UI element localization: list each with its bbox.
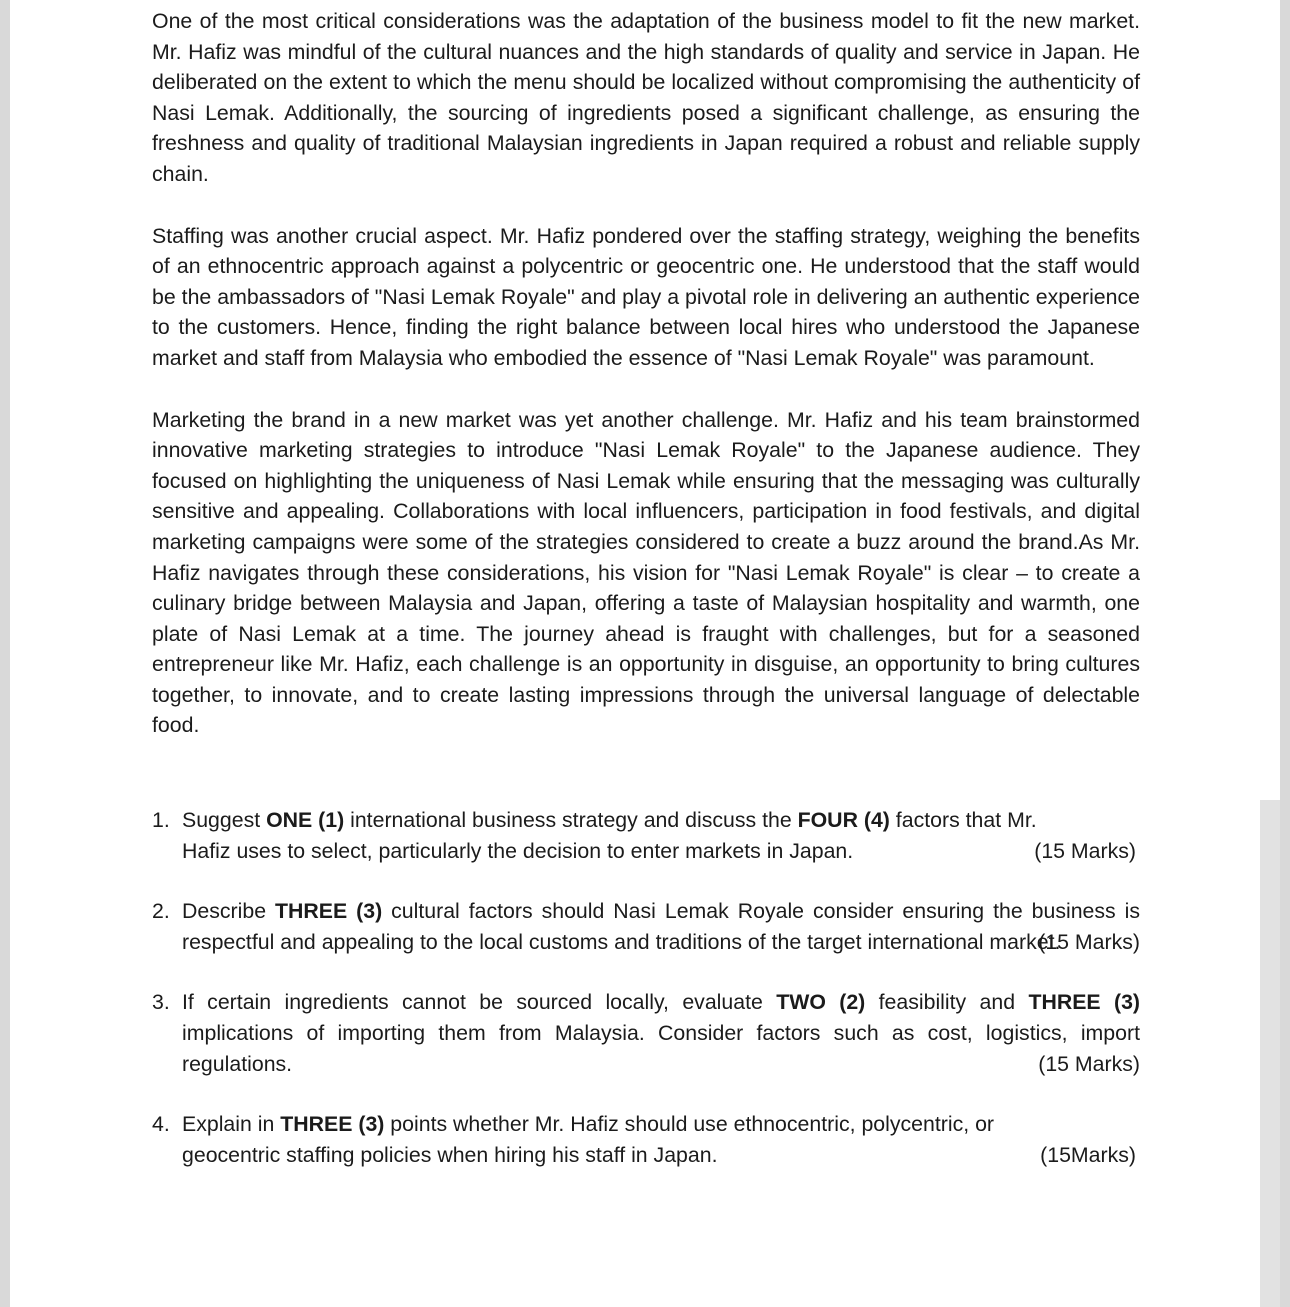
paragraph-staffing: Staffing was another crucial aspect. Mr. Hafiz pondered over the staffing strategy, weighing the benefits of an ethnocentric approach against a polycentric or geocentric one. He understood that the staff would be the ambassadors of "Nasi Lemak Royale" and play a pivotal role in delivering an authentic experience to the customers. Hence, finding the right balance between local hires who understood the Japanese market and staff from Malaysia who embodied the essence of "Nasi Lemak Royale" was paramount. (152, 223, 1140, 370)
question-marks: (15Marks) (1040, 1142, 1136, 1167)
document-body (152, 6, 1140, 1200)
question-text: Describe THREE (3) cultural factors should Nasi Lemak Royale consider ensuring the business is respectful and appealing to the local customs and traditions of the target international market. (182, 899, 1141, 954)
page-edge-shadow (1260, 800, 1280, 1307)
question-text-continued: geocentric staffing policies when hiring his staff in Japan. (182, 1142, 718, 1167)
question-item (152, 987, 1140, 1079)
question-marks: (15 Marks) (1038, 1051, 1140, 1076)
question-item (152, 805, 1140, 866)
question-emphasis: ONE (1) (266, 808, 345, 833)
question-emphasis: THREE (3) (1028, 990, 1141, 1015)
question-emphasis: TWO (2) (776, 990, 866, 1015)
paragraph-business-model: One of the most critical considerations was the adaptation of the business model to fit the new market. Mr. Hafiz was mindful of the cultural nuances and the high standards of quality and service in Japan. He deliberated on the extent to which the menu should be localized without compromising the authenticity of Nasi Lemak. Additionally, the sourcing of ingredients posed a significant challenge, as ensuring the freshness and quality of traditional Malaysian ingredients in Japan required a robust and reliable supply chain. (152, 9, 1140, 186)
question-number: 3. (152, 990, 170, 1015)
question-list (152, 805, 1140, 1170)
question-text: Explain in THREE (3) points whether Mr. Hafiz should use ethnocentric, polycentric, or (182, 1112, 995, 1137)
question-emphasis: THREE (3) (275, 899, 383, 924)
question-number: 4. (152, 1112, 170, 1137)
question-item (152, 896, 1140, 957)
paragraph-marketing: Marketing the brand in a new market was yet another challenge. Mr. Hafiz and his team brainstormed innovative marketing strategies to introduce "Nasi Lemak Royale" to the Japanese audience. They focused on highlighting the uniqueness of Nasi Lemak while ensuring that the messaging was culturally sensitive and appealing. Collaborations with local influencers, participation in food festivals, and digital marketing campaigns were some of the strategies considered to create a buzz around the brand.As Mr. Hafiz navigates through these considerations, his vision for "Nasi Lemak Royale" is clear – to create a culinary bridge between Malaysia and Japan, offering a taste of Malaysian hospitality and warmth, one plate of Nasi Lemak at a time. The journey ahead is fraught with challenges, but for a seasoned entrepreneur like Mr. Hafiz, each challenge is an opportunity in disguise, an opportunity to bring cultures together, to innovate, and to create lasting impressions through the universal language of delectable food. (152, 407, 1140, 738)
question-text: Suggest ONE (1) international business strategy and discuss the FOUR (4) factors that Mr. (182, 808, 1037, 833)
question-marks: (15 Marks) (1034, 838, 1136, 863)
question-text: If certain ingredients cannot be sourced locally, evaluate TWO (2) feasibility and THREE (3) implications of importing them from Malaysia. Consider factors such as cost, logistics, import regulations. (182, 990, 1141, 1076)
question-text-continued: Hafiz uses to select, particularly the decision to enter markets in Japan. (182, 838, 854, 863)
question-emphasis: THREE (3) (280, 1112, 385, 1137)
question-number: 2. (152, 899, 170, 924)
question-number: 1. (152, 808, 170, 833)
question-item (152, 1109, 1140, 1170)
question-emphasis: FOUR (4) (797, 808, 890, 833)
question-marks: (15 Marks) (1038, 929, 1140, 954)
document-page (10, 0, 1280, 1307)
